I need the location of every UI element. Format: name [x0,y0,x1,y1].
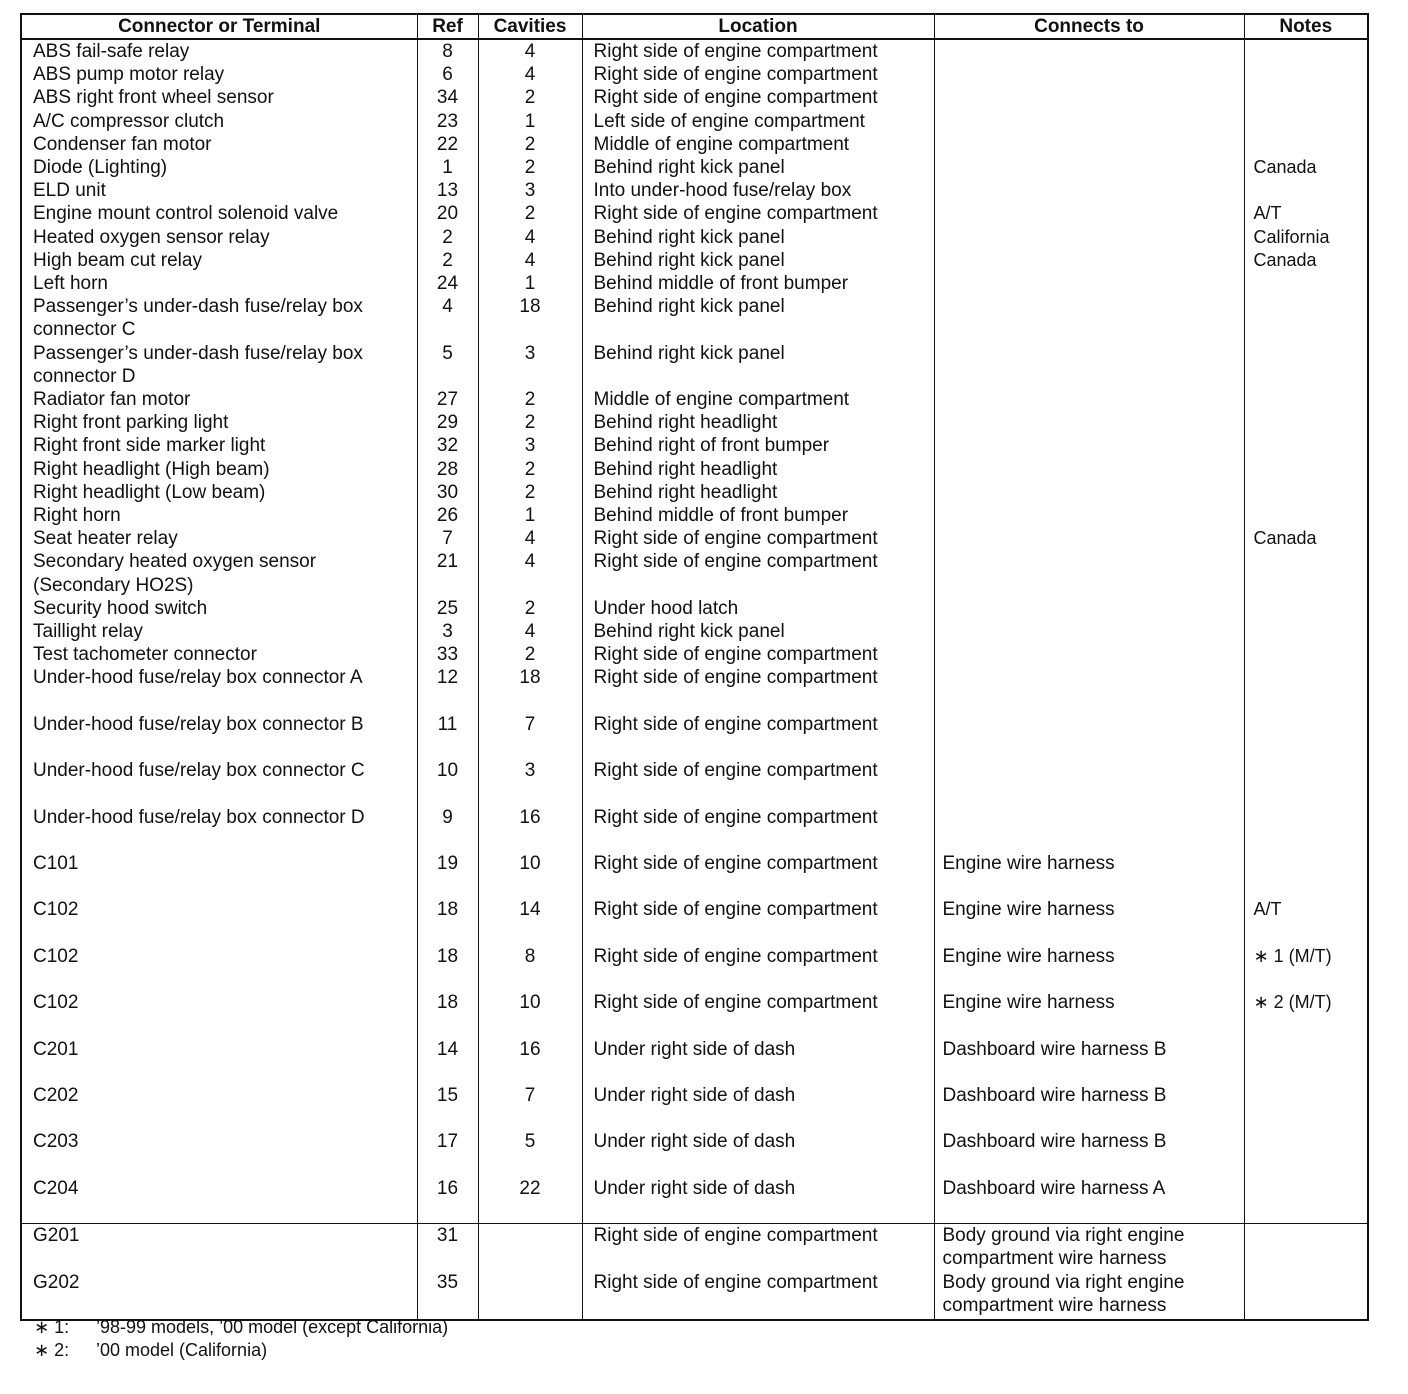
cell-ref: 16 [417,1177,478,1224]
cell-ref: 18 [417,898,478,944]
cell-connector: Left horn [21,272,417,295]
cell-ref: 26 [417,504,478,527]
cell-notes [1244,852,1368,898]
cell-connector: ABS right front wheel sensor [21,86,417,109]
cell-cavities: 3 [478,434,582,457]
table-row [21,434,1368,457]
table-row [21,179,1368,202]
cell-connects-to: Engine wire harness [934,991,1244,1037]
cell-ref: 33 [417,643,478,666]
cell-notes: A/T [1244,202,1368,225]
cell-notes: Canada [1244,249,1368,272]
cell-location: Behind right headlight [582,458,934,481]
cell-notes: Canada [1244,156,1368,179]
cell-connects-to [934,643,1244,666]
cell-connector: Under-hood fuse/relay box connector B [21,713,417,759]
cell-ref: 20 [417,202,478,225]
cell-location: Right side of engine compartment [582,39,934,63]
cell-notes [1244,133,1368,156]
cell-connector: Right headlight (Low beam) [21,481,417,504]
cell-cavities: 16 [478,1038,582,1084]
cell-connector: Security hood switch [21,597,417,620]
cell-location: Right side of engine compartment [582,898,934,944]
cell-ref: 29 [417,411,478,434]
cell-ref: 5 [417,342,478,388]
cell-notes [1244,1084,1368,1130]
cell-connector: C203 [21,1130,417,1176]
table-row [21,620,1368,643]
header-location: Location [582,14,934,39]
cell-connector: Condenser fan motor [21,133,417,156]
cell-connects-to [934,272,1244,295]
cell-connector: Taillight relay [21,620,417,643]
cell-connects-to: Dashboard wire harness B [934,1038,1244,1084]
table-row [21,226,1368,249]
cell-cavities: 4 [478,527,582,550]
cell-connects-to [934,226,1244,249]
cell-notes [1244,713,1368,759]
cell-cavities: 3 [478,342,582,388]
cell-notes [1244,179,1368,202]
cell-location: Behind right kick panel [582,342,934,388]
cell-location: Behind middle of front bumper [582,272,934,295]
cell-location: Middle of engine compartment [582,133,934,156]
cell-cavities: 4 [478,63,582,86]
table-row [21,481,1368,504]
cell-connects-to [934,504,1244,527]
table-row [21,63,1368,86]
cell-connector: G202 [21,1271,417,1320]
cell-connector: Engine mount control solenoid valve [21,202,417,225]
cell-connects-to: Engine wire harness [934,945,1244,991]
cell-location: Behind right kick panel [582,295,934,341]
cell-location: Right side of engine compartment [582,86,934,109]
cell-notes [1244,63,1368,86]
table-row [21,527,1368,550]
cell-connector: C102 [21,991,417,1037]
cell-ref: 2 [417,226,478,249]
cell-cavities: 1 [478,504,582,527]
cell-cavities: 7 [478,713,582,759]
cell-ref: 24 [417,272,478,295]
cell-ref: 10 [417,759,478,805]
cell-location: Left side of engine compartment [582,110,934,133]
cell-connects-to [934,434,1244,457]
table-row [21,202,1368,225]
table-row [21,713,1368,759]
cell-location: Right side of engine compartment [582,1271,934,1320]
cell-location: Right side of engine compartment [582,666,934,712]
cell-location: Into under-hood fuse/relay box [582,179,934,202]
cell-connects-to: Engine wire harness [934,852,1244,898]
cell-cavities: 5 [478,1130,582,1176]
cell-ref: 15 [417,1084,478,1130]
cell-ref: 9 [417,806,478,852]
table-row [21,898,1368,944]
cell-connector: Right front side marker light [21,434,417,457]
cell-location: Behind right kick panel [582,226,934,249]
cell-ref: 13 [417,179,478,202]
cell-notes: ∗ 1 (M/T) [1244,945,1368,991]
table-row [21,806,1368,852]
cell-ref: 12 [417,666,478,712]
cell-notes [1244,295,1368,341]
cell-ref: 22 [417,133,478,156]
cell-notes [1244,272,1368,295]
cell-location: Under right side of dash [582,1130,934,1176]
cell-ref: 3 [417,620,478,643]
table-row [21,666,1368,712]
cell-connector: Heated oxygen sensor relay [21,226,417,249]
cell-location: Behind right kick panel [582,156,934,179]
cell-notes [1244,550,1368,596]
cell-location: Right side of engine compartment [582,806,934,852]
table-row [21,86,1368,109]
cell-connector: Secondary heated oxygen sensor (Secondary HO2S) [21,550,417,596]
cell-ref: 25 [417,597,478,620]
cell-cavities: 4 [478,226,582,249]
cell-connector: Diode (Lighting) [21,156,417,179]
cell-cavities: 2 [478,411,582,434]
cell-connects-to: Body ground via right engine compartment wire harness [934,1271,1244,1320]
header-connects-to: Connects to [934,14,1244,39]
cell-cavities: 3 [478,759,582,805]
cell-connector: Right headlight (High beam) [21,458,417,481]
cell-cavities: 2 [478,202,582,225]
header-cavities: Cavities [478,14,582,39]
cell-location: Right side of engine compartment [582,550,934,596]
connector-locations-table [20,13,1369,1321]
header-notes: Notes [1244,14,1368,39]
cell-connects-to [934,63,1244,86]
cell-connector: High beam cut relay [21,249,417,272]
cell-location: Under right side of dash [582,1038,934,1084]
cell-connects-to: Body ground via right engine compartment wire harness [934,1224,1244,1271]
cell-connector: Under-hood fuse/relay box connector A [21,666,417,712]
cell-location: Right side of engine compartment [582,527,934,550]
cell-connector: Under-hood fuse/relay box connector C [21,759,417,805]
cell-ref: 1 [417,156,478,179]
cell-connector: C102 [21,898,417,944]
cell-cavities [478,1224,582,1271]
cell-location: Behind right kick panel [582,620,934,643]
cell-location: Right side of engine compartment [582,63,934,86]
cell-notes [1244,666,1368,712]
cell-connector: Seat heater relay [21,527,417,550]
cell-cavities: 7 [478,1084,582,1130]
cell-cavities: 18 [478,295,582,341]
table-row [21,388,1368,411]
cell-connects-to [934,388,1244,411]
table-row [21,1130,1368,1176]
cell-ref: 6 [417,63,478,86]
cell-ref: 31 [417,1224,478,1271]
cell-notes: ∗ 2 (M/T) [1244,991,1368,1037]
table-row [21,272,1368,295]
cell-connects-to: Dashboard wire harness A [934,1177,1244,1224]
cell-ref: 18 [417,991,478,1037]
cell-connects-to: Engine wire harness [934,898,1244,944]
table-row [21,1271,1368,1320]
cell-connects-to [934,295,1244,341]
cell-connects-to [934,620,1244,643]
cell-cavities: 1 [478,272,582,295]
cell-connector: Right horn [21,504,417,527]
cell-notes [1244,342,1368,388]
table-row [21,504,1368,527]
cell-cavities: 2 [478,597,582,620]
cell-cavities: 2 [478,643,582,666]
cell-connects-to [934,411,1244,434]
cell-ref: 7 [417,527,478,550]
cell-connector: C102 [21,945,417,991]
cell-ref: 27 [417,388,478,411]
cell-connects-to [934,133,1244,156]
cell-connector: Test tachometer connector [21,643,417,666]
cell-location: Right side of engine compartment [582,991,934,1037]
cell-connects-to [934,713,1244,759]
cell-connects-to [934,86,1244,109]
table-row [21,249,1368,272]
cell-connector: Under-hood fuse/relay box connector D [21,806,417,852]
table-row [21,597,1368,620]
cell-ref: 28 [417,458,478,481]
cell-ref: 4 [417,295,478,341]
table-row [21,1038,1368,1084]
cell-connects-to [934,179,1244,202]
cell-connector: ELD unit [21,179,417,202]
cell-notes [1244,597,1368,620]
footnotes [34,1316,448,1362]
cell-connects-to [934,39,1244,63]
cell-notes [1244,411,1368,434]
table-row [21,945,1368,991]
cell-connects-to: Dashboard wire harness B [934,1130,1244,1176]
footnote-2 [34,1339,448,1362]
cell-cavities: 2 [478,156,582,179]
cell-notes [1244,1038,1368,1084]
cell-ref: 8 [417,39,478,63]
cell-connector: C204 [21,1177,417,1224]
cell-cavities: 4 [478,620,582,643]
cell-connector: ABS pump motor relay [21,63,417,86]
cell-ref: 17 [417,1130,478,1176]
cell-location: Behind right headlight [582,481,934,504]
cell-location: Behind middle of front bumper [582,504,934,527]
cell-connects-to [934,550,1244,596]
table-row [21,1177,1368,1224]
cell-notes [1244,110,1368,133]
cell-notes [1244,481,1368,504]
cell-connector: Right front parking light [21,411,417,434]
table-body [21,39,1368,1320]
cell-cavities: 18 [478,666,582,712]
cell-location: Right side of engine compartment [582,759,934,805]
cell-connector: C201 [21,1038,417,1084]
table-row [21,133,1368,156]
table-row [21,295,1368,341]
cell-ref: 21 [417,550,478,596]
table-row [21,156,1368,179]
cell-notes [1244,458,1368,481]
cell-connector: C202 [21,1084,417,1130]
cell-connects-to [934,110,1244,133]
cell-location: Under right side of dash [582,1084,934,1130]
table-row [21,1224,1368,1271]
cell-location: Right side of engine compartment [582,1224,934,1271]
cell-connects-to [934,806,1244,852]
cell-connector: Passenger’s under-dash fuse/relay box connector C [21,295,417,341]
cell-location: Right side of engine compartment [582,202,934,225]
cell-connects-to [934,249,1244,272]
table-row [21,759,1368,805]
cell-notes [1244,1224,1368,1271]
cell-cavities: 2 [478,388,582,411]
table-row [21,550,1368,596]
cell-notes [1244,759,1368,805]
footnote-mark: ∗ 2: [34,1340,70,1360]
table-row [21,991,1368,1037]
cell-location: Right side of engine compartment [582,713,934,759]
cell-location: Behind right kick panel [582,249,934,272]
cell-cavities: 14 [478,898,582,944]
cell-connector: Radiator fan motor [21,388,417,411]
cell-cavities: 4 [478,550,582,596]
cell-connects-to: Dashboard wire harness B [934,1084,1244,1130]
cell-connector: Passenger’s under-dash fuse/relay box connector D [21,342,417,388]
table-row [21,411,1368,434]
cell-ref: 11 [417,713,478,759]
cell-connects-to [934,458,1244,481]
table-row [21,852,1368,898]
cell-notes: Canada [1244,527,1368,550]
cell-connects-to [934,759,1244,805]
cell-connects-to [934,481,1244,504]
cell-location: Right side of engine compartment [582,945,934,991]
cell-notes [1244,1271,1368,1320]
cell-notes [1244,620,1368,643]
cell-connects-to [934,202,1244,225]
cell-connector: C101 [21,852,417,898]
table-row [21,39,1368,63]
table-row [21,342,1368,388]
cell-cavities: 8 [478,945,582,991]
cell-cavities: 1 [478,110,582,133]
cell-connects-to [934,597,1244,620]
cell-cavities: 2 [478,86,582,109]
cell-location: Under right side of dash [582,1177,934,1224]
header-ref: Ref [417,14,478,39]
cell-ref: 34 [417,86,478,109]
cell-cavities: 16 [478,806,582,852]
cell-ref: 23 [417,110,478,133]
cell-connects-to [934,342,1244,388]
cell-cavities [478,1271,582,1320]
cell-notes [1244,86,1368,109]
cell-notes [1244,388,1368,411]
cell-location: Right side of engine compartment [582,643,934,666]
cell-notes [1244,643,1368,666]
table-row [21,1084,1368,1130]
cell-cavities: 2 [478,458,582,481]
cell-notes [1244,504,1368,527]
cell-cavities: 10 [478,991,582,1037]
cell-connects-to [934,666,1244,712]
table-row [21,110,1368,133]
table-row [21,643,1368,666]
cell-ref: 18 [417,945,478,991]
cell-ref: 35 [417,1271,478,1320]
cell-location: Under hood latch [582,597,934,620]
cell-notes [1244,1130,1368,1176]
table-header-row [21,14,1368,39]
cell-notes: California [1244,226,1368,249]
cell-cavities: 22 [478,1177,582,1224]
cell-connects-to [934,527,1244,550]
footnote-1 [34,1316,448,1339]
cell-notes [1244,1177,1368,1224]
cell-notes: A/T [1244,898,1368,944]
cell-cavities: 3 [478,179,582,202]
cell-location: Middle of engine compartment [582,388,934,411]
header-connector: Connector or Terminal [21,14,417,39]
cell-notes [1244,39,1368,63]
cell-notes [1244,434,1368,457]
cell-ref: 2 [417,249,478,272]
cell-ref: 32 [417,434,478,457]
footnote-text: ’98-99 models, ’00 model (except California) [96,1317,449,1337]
cell-ref: 19 [417,852,478,898]
cell-connects-to [934,156,1244,179]
cell-connector: G201 [21,1224,417,1271]
cell-cavities: 2 [478,133,582,156]
cell-notes [1244,806,1368,852]
footnote-text: ’00 model (California) [96,1340,268,1360]
cell-connector: A/C compressor clutch [21,110,417,133]
cell-cavities: 4 [478,249,582,272]
table-row [21,458,1368,481]
cell-location: Behind right headlight [582,411,934,434]
footnote-mark: ∗ 1: [34,1317,70,1337]
cell-connector: ABS fail-safe relay [21,39,417,63]
cell-location: Right side of engine compartment [582,852,934,898]
cell-cavities: 2 [478,481,582,504]
cell-ref: 30 [417,481,478,504]
cell-cavities: 10 [478,852,582,898]
cell-ref: 14 [417,1038,478,1084]
cell-cavities: 4 [478,39,582,63]
cell-location: Behind right of front bumper [582,434,934,457]
